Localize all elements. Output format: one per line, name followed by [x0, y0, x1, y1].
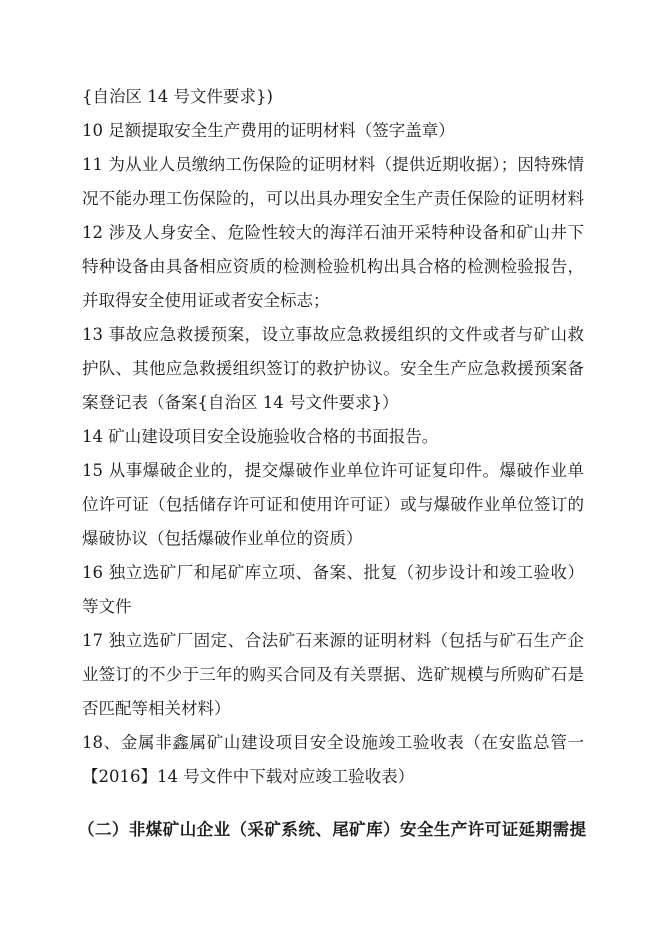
document-line: 否匹配等相关材料） — [82, 699, 231, 718]
document-line: 【2016】14 号文件中下载对应竣工验收表） — [82, 767, 415, 786]
document-line: 案登记表（备案{自治区 14 号文件要求}） — [82, 393, 399, 412]
document-line: 17 独立选矿厂固定、合法矿石来源的证明材料（包括与矿石生产企 — [82, 631, 584, 650]
document-line: {自治区 14 号文件要求}) — [82, 87, 273, 106]
document-line: 10 足额提取安全生产费用的证明材料（签字盖章） — [82, 121, 455, 140]
document-line: 护队、其他应急救援组织签订的救护协议。安全生产应急救援预案备 — [82, 359, 584, 378]
document-line: 位许可证（包括储存许可证和使用许可证）或与爆破作业单位签订的 — [82, 495, 584, 514]
document-line: 并取得安全使用证或者安全标志； — [82, 291, 330, 310]
document-line: 业签订的不少于三年的购买合同及有关票据、选矿规模与所购矿石是 — [82, 665, 584, 684]
document-line: 13 事故应急救援预案，设立事故应急救援组织的文件或者与矿山救 — [82, 325, 584, 344]
document-line: 16 独立选矿厂和尾矿库立项、备案、批复（初步设计和竣工验收） — [82, 563, 584, 582]
document-line: 爆破协议（包括爆破作业单位的资质） — [82, 529, 363, 548]
document-line: 12 涉及人身安全、危险性较大的海洋石油开采特种设备和矿山井下 — [82, 223, 584, 242]
document-line: 11 为从业人员缴纳工伤保险的证明材料（提供近期收据）；因特殊情 — [82, 155, 584, 174]
document-line: 14 矿山建设项目安全设施验收合格的书面报告。 — [82, 427, 439, 446]
document-line: 特种设备由具备相应资质的检测检验机构出具合格的检测检验报告， — [82, 257, 584, 276]
document-line: 18、金属非鑫属矿山建设项目安全设施竣工验收表（在安监总管一 — [82, 733, 584, 752]
document-line: 15 从事爆破企业的，提交爆破作业单位许可证复印件。爆破作业单 — [82, 461, 584, 480]
section-heading: （二）非煤矿山企业（采矿系统、尾矿库）安全生产许可证延期需提 — [78, 820, 586, 839]
document-line: 况不能办理工伤保险的，可以出具办理安全生产责任保险的证明材料 — [82, 189, 584, 208]
document-line: 等文件 — [82, 597, 132, 616]
